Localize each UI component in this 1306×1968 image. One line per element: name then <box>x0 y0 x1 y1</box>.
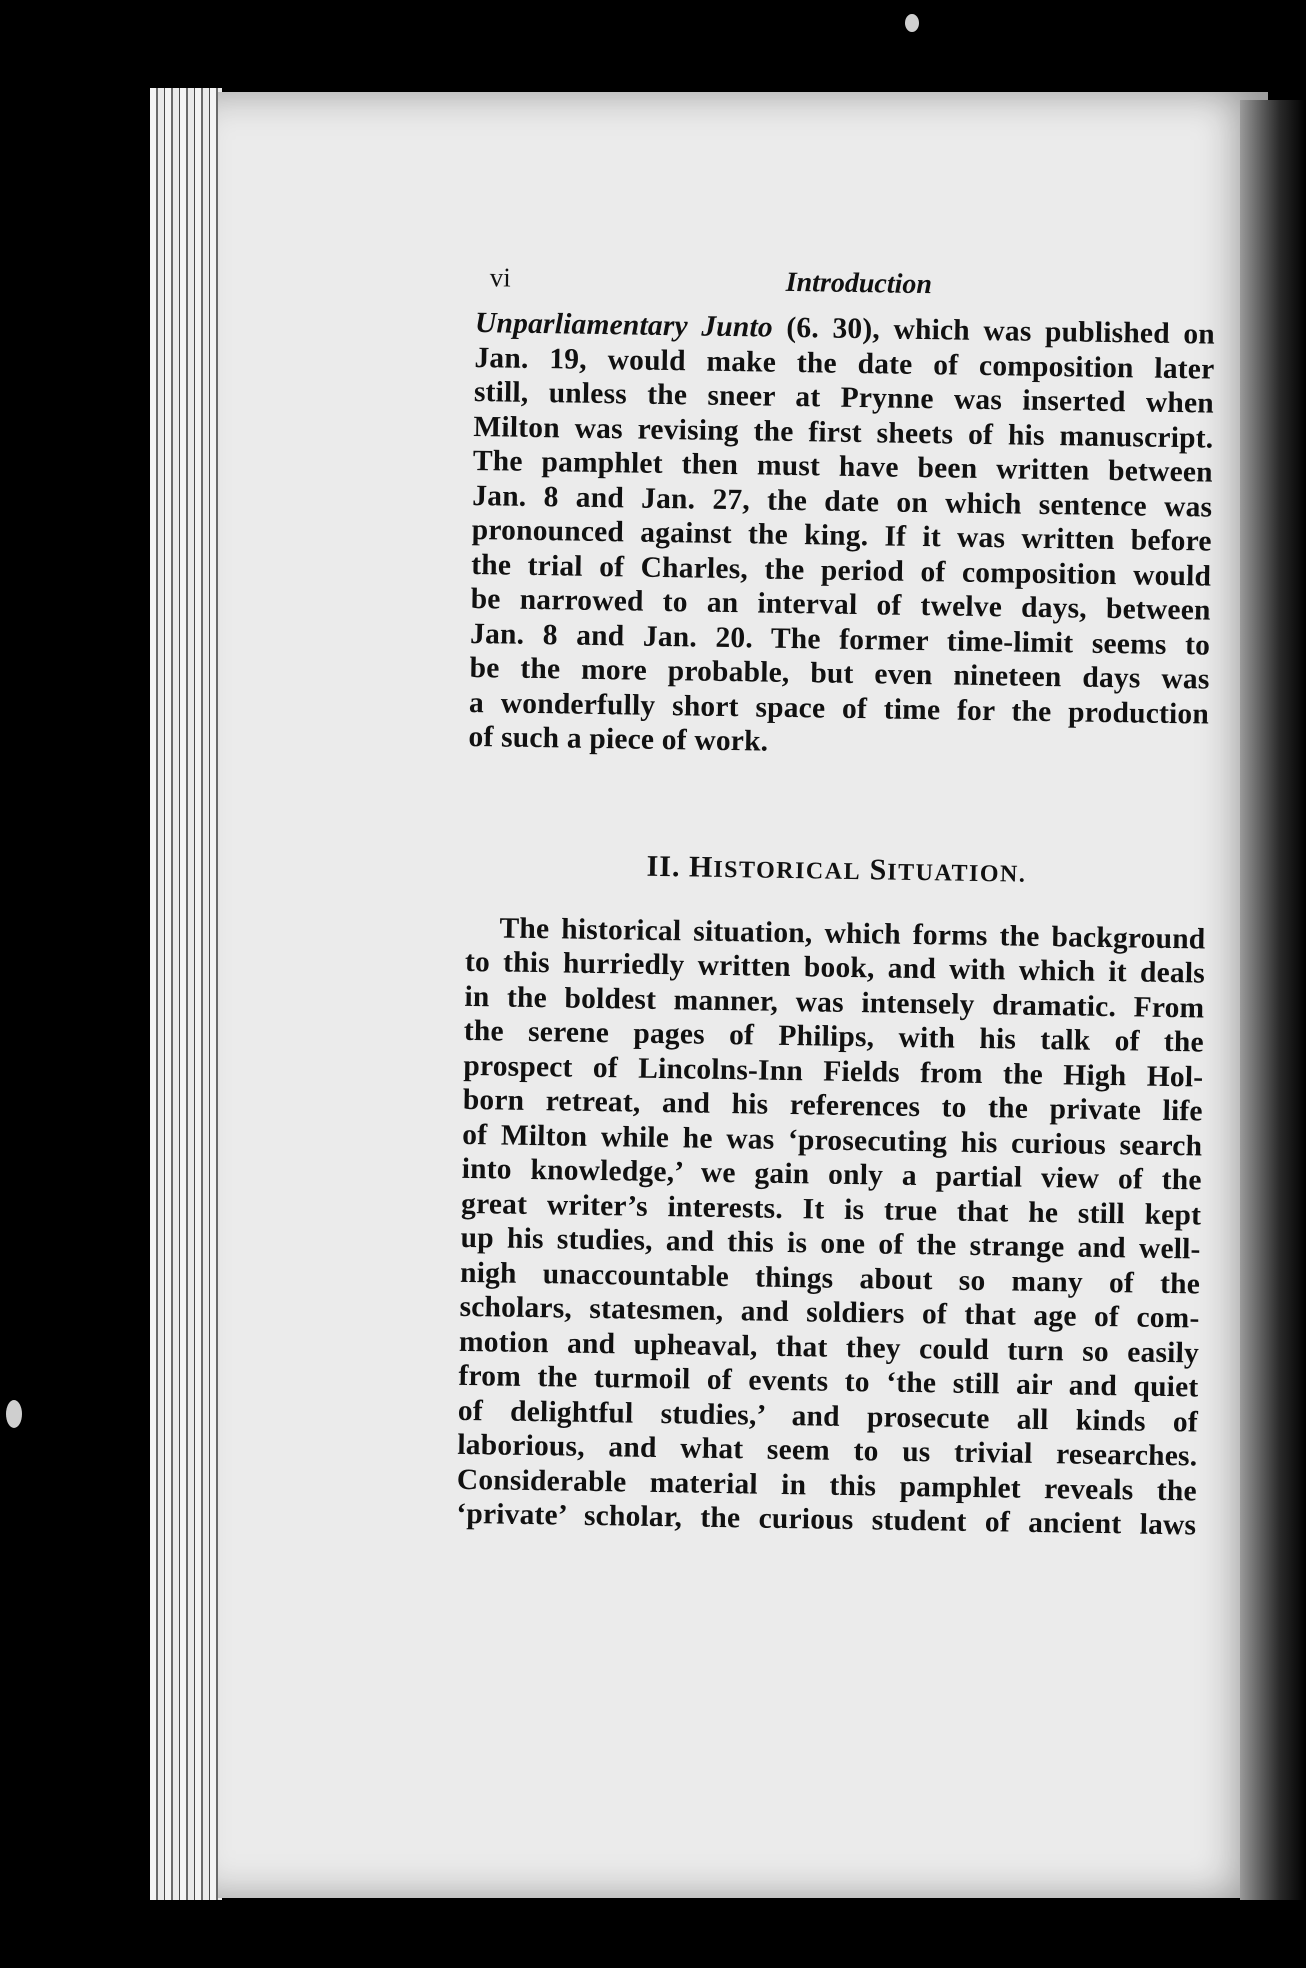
small-caps-initial: S <box>869 852 888 887</box>
paragraph-composition-date <box>468 306 1215 766</box>
scan-speck <box>6 1400 22 1428</box>
text-line: born retreat, and his references to the private life <box>462 1083 1203 1128</box>
paragraph-historical-situation <box>456 910 1206 1543</box>
running-head-title: Introduction <box>785 266 933 301</box>
text-line: into knowledge,’ we gain only a partial view of the <box>461 1152 1202 1197</box>
text-line: ‘private’ scholar, the curious student of ancient laws <box>456 1497 1197 1542</box>
text-fragment: (6. 30), which was published on <box>772 311 1216 351</box>
text-line: Jan. 8 and Jan. 20. The former time-limit seems to <box>469 617 1211 662</box>
pamphlet-title: Unparliamentary Junto <box>474 306 774 344</box>
page-number: vi <box>489 262 512 293</box>
text-line: to this hurriedly written book, and with which it deals <box>464 945 1206 990</box>
small-caps-rest: ITUATION. <box>887 859 1027 888</box>
section-numeral: II. <box>646 849 681 883</box>
text-line: be the more probable, but even nineteen days was <box>469 651 1210 696</box>
text-line: of Milton while he was ‘prosecuting his curious search <box>462 1118 1203 1163</box>
section-word-situation <box>869 853 1026 888</box>
text-line: Jan. 8 and Jan. 27, the date on which sentence was <box>472 479 1213 524</box>
text-line: Milton was revising the first sheets of his manuscript. <box>473 410 1214 455</box>
text-line: The pamphlet then must have been written between <box>472 444 1214 489</box>
text-line: motion and upheaval, that they could turn so easily <box>458 1325 1200 1369</box>
text-line: Jan. 19, would make the date of composition later <box>474 341 1215 386</box>
text-line: the trial of Charles, the period of composition would <box>470 548 1212 593</box>
text-line: in the boldest manner, was intensely dramatic. From <box>464 980 1205 1025</box>
text-line: The historical situation, which forms the background <box>499 911 1206 956</box>
page-text <box>456 262 1216 1543</box>
text-line: scholars, statesmen, and soldiers of that age of com- <box>459 1290 1200 1335</box>
section-heading <box>466 846 1206 892</box>
text-line: laborious, and what seem to us trivial researches. <box>457 1428 1198 1473</box>
scan-speck <box>905 14 919 32</box>
text-line: of delightful studies,’ and prosecute all kinds of <box>457 1394 1199 1438</box>
text-line: still, unless the sneer at Prynne was inserted when <box>473 375 1215 420</box>
text-line: of such a piece of work. <box>468 720 769 758</box>
text-line: from the turmoil of events to ‘the still air and quiet <box>458 1359 1199 1404</box>
text-line: prospect of Lincolns-Inn Fields from the High Hol- <box>463 1049 1204 1094</box>
text-line: up his studies, and this is one of the strange and well- <box>460 1221 1201 1266</box>
text-line: pronounced against the king. If it was written before <box>471 513 1212 558</box>
text-line: Considerable material in this pamphlet reveals the <box>456 1463 1198 1507</box>
text-line: be narrowed to an interval of twelve days, between <box>470 582 1211 627</box>
text-line: great writer’s interests. It is true that he still kept <box>460 1187 1202 1232</box>
text-line: the serene pages of Philips, with his talk of the <box>463 1014 1205 1059</box>
text-line: a wonderfully short space of time for the production <box>468 686 1210 731</box>
book-page-edges <box>150 88 222 1900</box>
small-caps-rest: ISTORICAL <box>713 856 862 885</box>
small-caps-initial: H <box>688 849 714 884</box>
text-line: nigh unaccountable things about so many of the <box>459 1256 1201 1300</box>
section-word-historical <box>689 850 862 886</box>
page-gutter-shadow <box>1240 100 1306 1900</box>
